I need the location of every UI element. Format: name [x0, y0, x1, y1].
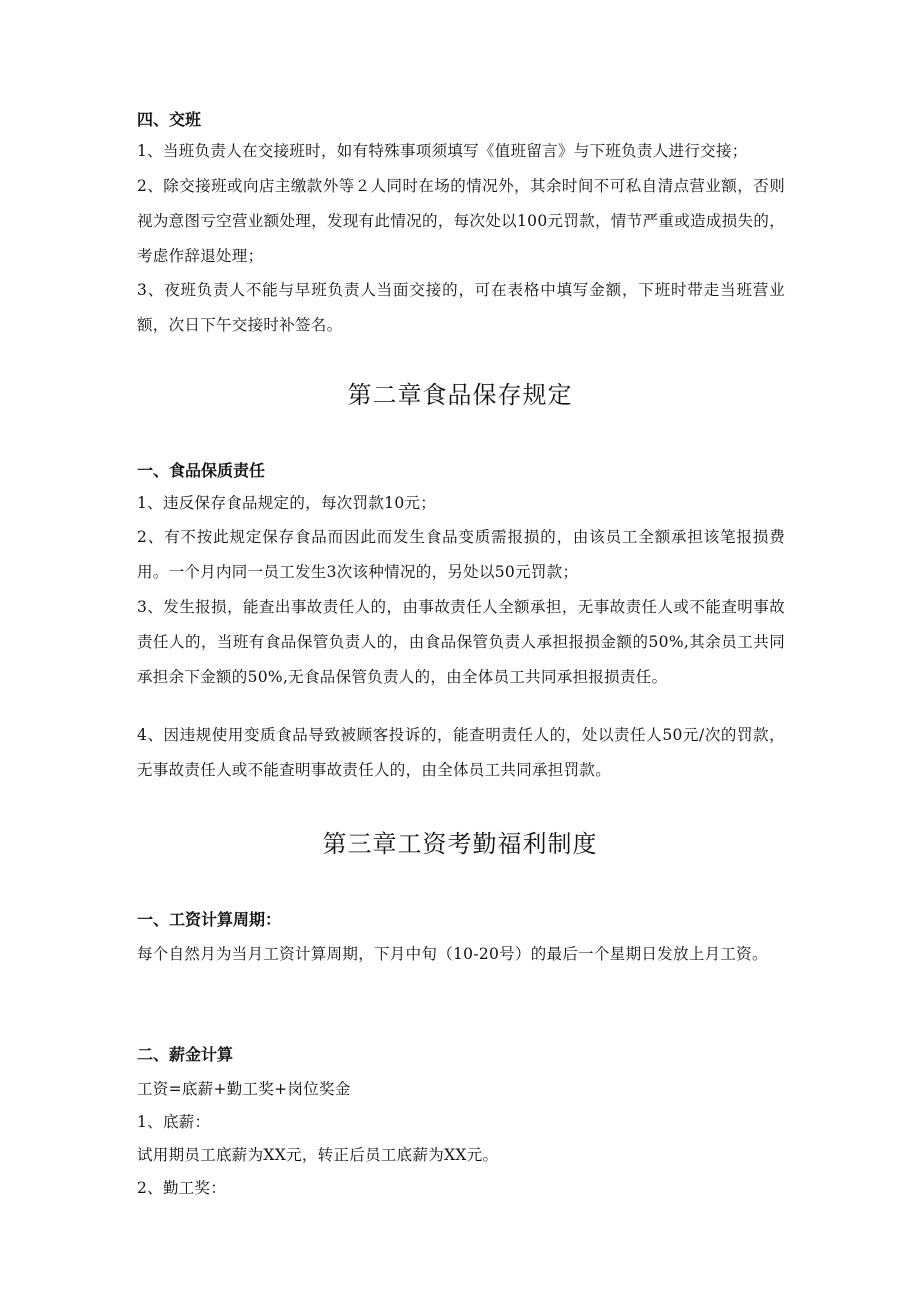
chapter-title-salary: 第三章工资考勤福利制度	[322, 830, 598, 858]
section-heading-pay-cycle: 一、工资计算周期：	[137, 910, 282, 929]
section-heading-food-quality: 一、食品保质责任	[137, 461, 266, 480]
handover-item-2: 2、除交接班或向店主缴款外等２人同时在场的情况外，其余时间不可私自清点营业额，否则视为意图亏空营业额处理，发现有此情况的，每次处以100元罚款，情节严重或造成损失的，考虑作辞退处理；	[137, 177, 785, 265]
food-item-4: 4、因违规使用变质食品导致被顾客投诉的，能查明责任人的，处以责任人50元/次的罚款，无事故责任人或不能查明事故责任人的，由全体员工共同承担罚款。	[137, 726, 785, 779]
section-heading-handover: 四、交班	[137, 110, 202, 129]
base-salary-text: 试用期员工底薪为XX元，转正后员工底薪为XX元。	[137, 1146, 499, 1164]
salary-formula: 工资=底薪+勤工奖+岗位奖金	[137, 1080, 351, 1098]
pay-cycle-text: 每个自然月为当月工资计算周期，下月中旬（10-20号）的最后一个星期日发放上月工资。	[137, 945, 768, 963]
base-salary-label: 1、底薪：	[137, 1113, 211, 1131]
chapter-title-food-storage: 第二章食品保存规定	[347, 381, 573, 409]
food-item-2: 2、有不按此规定保存食品而因此而发生食品变质需报损的，由该员工全额承担该笔报损费用。一个月内同一员工发生3次该种情况的，另处以50元罚款；	[137, 528, 785, 581]
food-item-1: 1、违反保存食品规定的，每次罚款10元；	[137, 494, 437, 512]
food-item-3: 3、发生报损，能查出事故责任人的，由事故责任人全额承担，无事故责任人或不能查明事故责任人的，当班有食品保管负责人的，由食品保管负责人承担报损金额的50%,其余员工共同承担余下金额的50%,无食品保管负责人的，由全体员工共同承担报损责任。	[137, 598, 785, 686]
handover-item-1: 1、当班负责人在交接班时，如有特殊事项须填写《值班留言》与下班负责人进行交接；	[137, 142, 748, 160]
attendance-bonus-label: 2、勤工奖：	[137, 1179, 227, 1197]
handover-item-3: 3、夜班负责人不能与早班负责人当面交接的，可在表格中填写金额，下班时带走当班营业额，次日下午交接时补签名。	[137, 281, 785, 334]
section-heading-salary-calc: 二、薪金计算	[137, 1045, 234, 1064]
